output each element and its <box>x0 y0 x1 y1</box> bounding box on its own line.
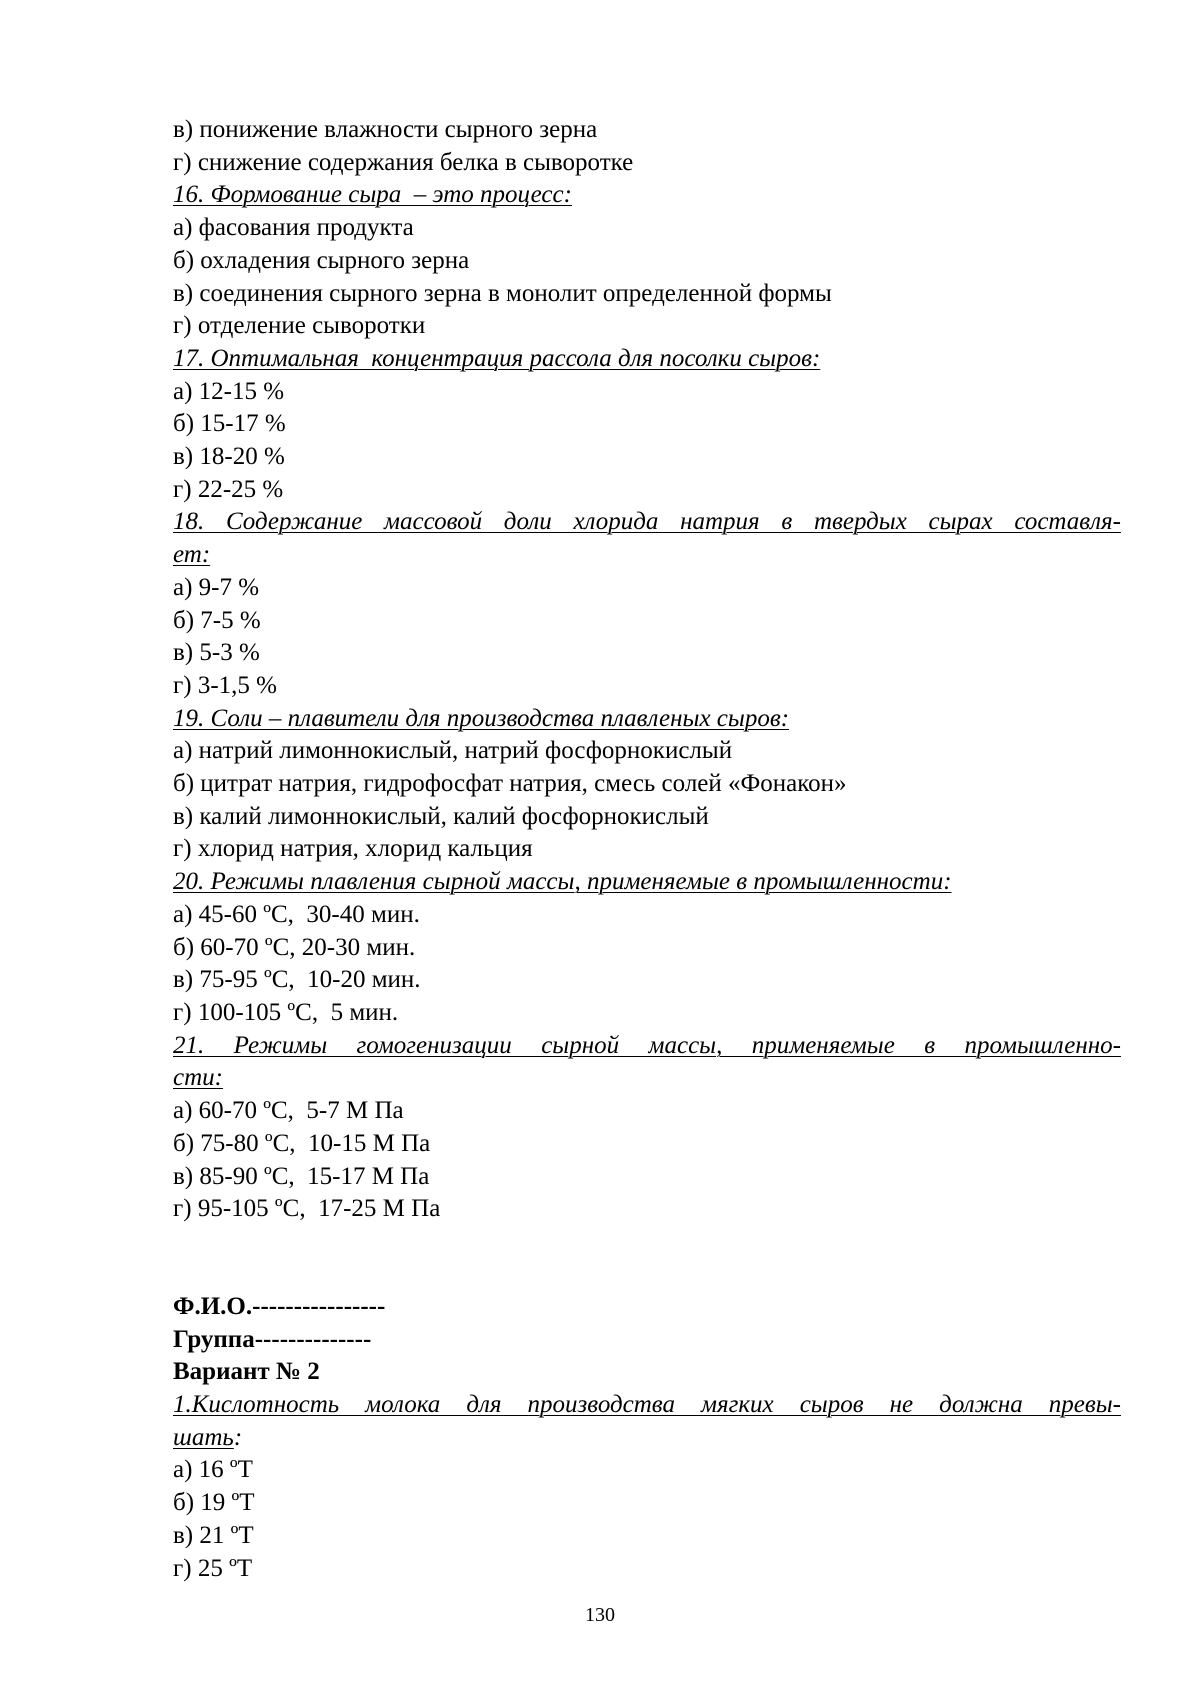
answer-option: г) 95-105 ºС, 17-25 М Па <box>173 1195 441 1223</box>
test-questions-block <box>173 114 1121 1226</box>
answer-option: г) отделение сыворотки <box>173 312 426 340</box>
answer-option: в) понижение влажности сырного зерна <box>173 116 598 143</box>
answer-option: б) цитрат натрия, гидрофосфат натрия, смесь солей «Фонакон» <box>173 770 847 798</box>
answer-option: б) 15-17 % <box>173 410 286 438</box>
variant-heading: Вариант № 2 <box>173 1358 320 1386</box>
question-text: 21. Режимы гомогенизации сырной массы, применяемые в промышленно- <box>173 1031 1121 1059</box>
answer-option: б) охладения сырного зерна <box>173 246 470 274</box>
question-text: 19. Соли – плавители для производства плавленых сыров: <box>173 704 790 732</box>
answer-option: б) 60-70 ºС, 20-30 мин. <box>173 933 416 961</box>
answer-option: г) 22-25 % <box>173 475 284 503</box>
question-text: 20. Режимы плавления сырной массы, применяемые в промышленности: <box>173 868 952 896</box>
answer-option: г) 3-1,5 % <box>173 671 277 699</box>
answer-option: г) 25 ºТ <box>173 1554 253 1582</box>
question-text: 1.Кислотность молока для производства мягких сыров не должна превы- <box>173 1391 1121 1419</box>
answer-option: г) снижение содержания белка в сыворотке <box>173 148 634 176</box>
question-text: 18. Содержание массовой доли хлорида натрия в твердых сырах составля- <box>173 508 1121 536</box>
question-text-wrap: сти: <box>173 1064 223 1092</box>
question-text-tail: : <box>233 1423 243 1451</box>
page-number: 130 <box>585 1604 615 1626</box>
spacer <box>173 1226 1121 1291</box>
question-text-continued <box>173 1422 1121 1455</box>
answer-option: а) 45-60 ºС, 30-40 мин. <box>173 900 420 928</box>
page-content <box>173 114 1121 1585</box>
answer-option: г) хлорид натрия, хлорид кальция <box>173 835 533 863</box>
answer-option: в) 85-90 ºС, 15-17 М Па <box>173 1162 430 1190</box>
group-field: Группа-------------- <box>173 1325 372 1353</box>
answer-option: а) 9-7 % <box>173 573 260 601</box>
fio-field: Ф.И.О.---------------- <box>173 1292 386 1320</box>
answer-option: б) 19 ºТ <box>173 1489 255 1517</box>
answer-option: в) 18-20 % <box>173 443 285 471</box>
answer-option: а) 12-15 % <box>173 377 285 405</box>
question-text-continued <box>173 1062 1121 1095</box>
question-text-wrap: ет: <box>173 541 211 569</box>
question-text: 17. Оптимальная концентрация рассола для посолки сыров: <box>173 344 821 372</box>
answer-option: б) 75-80 ºС, 10-15 М Па <box>173 1129 431 1157</box>
answer-option: а) 60-70 ºС, 5-7 М Па <box>173 1097 404 1125</box>
answer-option: в) калий лимоннокислый, калий фосфорнокислый <box>173 802 709 830</box>
answer-option: а) 16 ºТ <box>173 1456 253 1484</box>
answer-option: а) натрий лимоннокислый, натрий фосфорнокислый <box>173 737 733 765</box>
question-text-continued <box>173 539 1121 572</box>
variant-2-questions-block <box>173 1389 1121 1585</box>
question-text: 16. Формование сыра – это процесс: <box>173 181 572 209</box>
answer-option: в) соединения сырного зерна в монолит определенной формы <box>173 279 832 307</box>
answer-option: в) 75-95 ºС, 10-20 мин. <box>173 966 421 994</box>
answer-option: г) 100-105 ºС, 5 мин. <box>173 998 399 1026</box>
answer-option: а) фасования продукта <box>173 214 414 242</box>
answer-option: в) 21 ºТ <box>173 1521 254 1549</box>
answer-option: б) 7-5 % <box>173 606 261 634</box>
question-text-wrap: шать <box>173 1423 234 1451</box>
answer-option: в) 5-3 % <box>173 639 260 667</box>
